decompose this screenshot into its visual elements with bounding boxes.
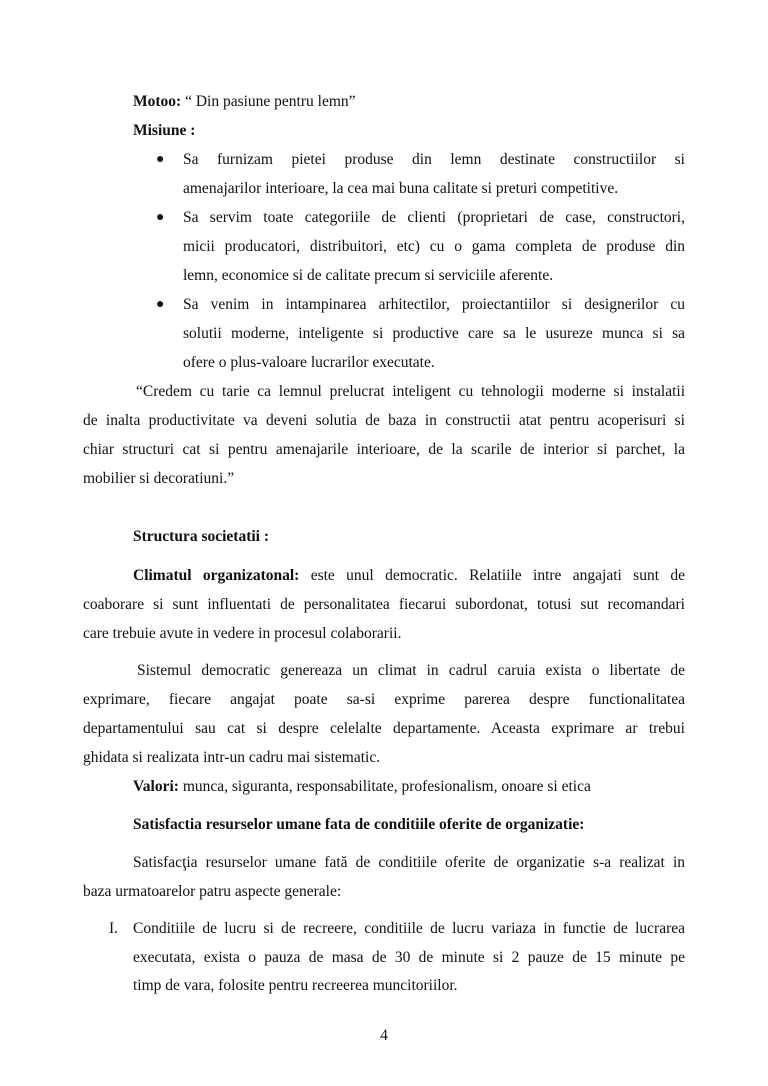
climate-line-2: coaborare si sunt influentati de personalitatea fiecarui subordonat, totusi sut recomandari (83, 596, 685, 613)
quote-line-1: “Credem cu tarie ca lemnul prelucrat inteligent cu tehnologii moderne si instalatii (136, 383, 685, 400)
climate-label: Climatul organizatonal: (133, 567, 300, 584)
mission-item-2-line-1: Sa servim toate categoriile de clienti (proprietari de case, constructori, (183, 209, 685, 226)
motto-label: Motoo: (133, 93, 182, 110)
mission-item-3-line-1: Sa venim in intampinarea arhitectilor, proiectantiilor si designerilor cu (183, 296, 685, 313)
democratic-line-3: departamentului sau cat si despre celelalte departamente. Aceasta exprimare ar trebui (83, 720, 685, 737)
mission-item-1-line-1: Sa furnizam pietei produse din lemn destinate constructiilor si (183, 151, 685, 168)
mission-item-2-line-3: lemn, economice si de calitate precum si serviciile aferente. (183, 267, 554, 284)
mission-item-2-line-2: micii producatori, distribuitori, etc) cu o gama completa de produse din (183, 238, 685, 255)
climate-line-1 (133, 566, 685, 586)
mission-item-3-line-3: ofere o plus-valoare lucrarilor executate. (183, 354, 435, 371)
mission-heading: Misiune : (133, 122, 196, 139)
bullet-icon: ● (156, 152, 165, 167)
quote-line-2: de inalta productivitate va deveni solutia de baza in constructii atat pentru acoperisuri si (83, 412, 685, 429)
democratic-line-1: Sistemul democratic genereaza un climat in cadrul caruia exista o libertate de (137, 662, 685, 679)
quote-line-4: mobilier si decoratiuni.” (83, 470, 235, 487)
structure-heading: Structura societatii : (133, 528, 270, 545)
mission-item-1-line-2: amenajarilor interioare, la cea mai buna calitate si preturi competitive. (183, 180, 619, 197)
climate-line-3: care trebuie avute in vedere in procesul colaborarii. (83, 625, 402, 642)
satisfaction-heading: Satisfactia resurselor umane fata de conditiile oferite de organizatie: (133, 816, 585, 833)
aspect-1-numeral: I. (109, 920, 119, 937)
satisfaction-line-2: baza urmatoarelor patru aspecte generale: (83, 883, 342, 900)
page-number: 4 (380, 1027, 388, 1044)
democratic-line-2: exprimare, fiecare angajat poate sa-si exprime parerea despre functionalitatea (83, 691, 685, 708)
bullet-icon: ● (156, 297, 165, 312)
bullet-icon: ● (156, 210, 165, 225)
aspect-1-line-2: executata, exista o pauza de masa de 30 de minute si 2 pauze de 15 minute pe (133, 949, 685, 966)
mission-item-3-line-2: solutii moderne, inteligente si productive care sa le usureze munca si sa (183, 325, 685, 342)
motto-line (133, 92, 356, 112)
democratic-line-4: ghidata si realizata intr-un cadru mai sistematic. (83, 749, 381, 766)
values-line (133, 777, 591, 797)
values-text: munca, siguranta, responsabilitate, profesionalism, onoare si etica (178, 778, 591, 795)
satisfaction-line-1: Satisfacţia resurselor umane fată de conditiile oferite de organizatie s-a realizat in (133, 854, 685, 871)
climate-text: este unul democratic. Relatiile intre angajati sunt de (299, 567, 685, 584)
aspect-1-line-3: timp de vara, folosite pentru recreerea muncitoriilor. (133, 977, 458, 994)
values-label: Valori: (133, 778, 179, 795)
aspect-1-line-1: Conditiile de lucru si de recreere, conditiile de lucru variaza in functie de lucrarea (133, 920, 685, 937)
motto-text: “ Din pasiune pentru lemn” (181, 93, 356, 110)
quote-line-3: chiar structuri cat si pentru amenajarile interioare, de la scarile de interior si parchet, la (83, 441, 685, 458)
